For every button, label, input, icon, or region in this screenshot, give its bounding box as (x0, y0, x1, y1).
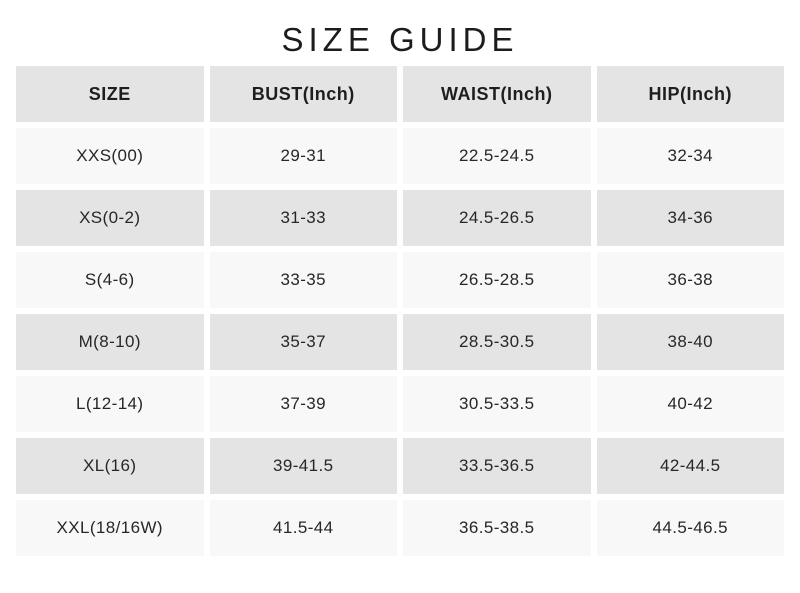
cell-hip: 32-34 (597, 128, 785, 184)
table-row-xs (16, 190, 784, 246)
column-header-size: SIZE (16, 66, 204, 122)
cell-waist: 24.5-26.5 (403, 190, 591, 246)
cell-hip: 44.5-46.5 (597, 500, 785, 556)
cell-bust: 35-37 (210, 314, 398, 370)
cell-waist: 30.5-33.5 (403, 376, 591, 432)
cell-waist: 22.5-24.5 (403, 128, 591, 184)
cell-waist: 33.5-36.5 (403, 438, 591, 494)
cell-size: M(8-10) (16, 314, 204, 370)
cell-size: XS(0-2) (16, 190, 204, 246)
cell-waist: 28.5-30.5 (403, 314, 591, 370)
table-row-l (16, 376, 784, 432)
table-row-xxl (16, 500, 784, 556)
cell-hip: 40-42 (597, 376, 785, 432)
cell-size: S(4-6) (16, 252, 204, 308)
table-row-m (16, 314, 784, 370)
table-row-xxs (16, 128, 784, 184)
cell-bust: 37-39 (210, 376, 398, 432)
column-header-hip: HIP(Inch) (597, 66, 785, 122)
cell-hip: 42-44.5 (597, 438, 785, 494)
cell-hip: 34-36 (597, 190, 785, 246)
cell-waist: 36.5-38.5 (403, 500, 591, 556)
cell-bust: 29-31 (210, 128, 398, 184)
cell-size: L(12-14) (16, 376, 204, 432)
size-guide-table (10, 60, 790, 562)
header-row (16, 66, 784, 122)
column-header-waist: WAIST(Inch) (403, 66, 591, 122)
cell-bust: 41.5-44 (210, 500, 398, 556)
cell-size: XXL(18/16W) (16, 500, 204, 556)
cell-waist: 26.5-28.5 (403, 252, 591, 308)
column-header-bust: BUST(Inch) (210, 66, 398, 122)
cell-size: XL(16) (16, 438, 204, 494)
page-title: SIZE GUIDE (281, 21, 519, 58)
cell-hip: 38-40 (597, 314, 785, 370)
cell-bust: 39-41.5 (210, 438, 398, 494)
table-row-s (16, 252, 784, 308)
cell-bust: 33-35 (210, 252, 398, 308)
cell-size: XXS(00) (16, 128, 204, 184)
table-row-xl (16, 438, 784, 494)
cell-hip: 36-38 (597, 252, 785, 308)
cell-bust: 31-33 (210, 190, 398, 246)
